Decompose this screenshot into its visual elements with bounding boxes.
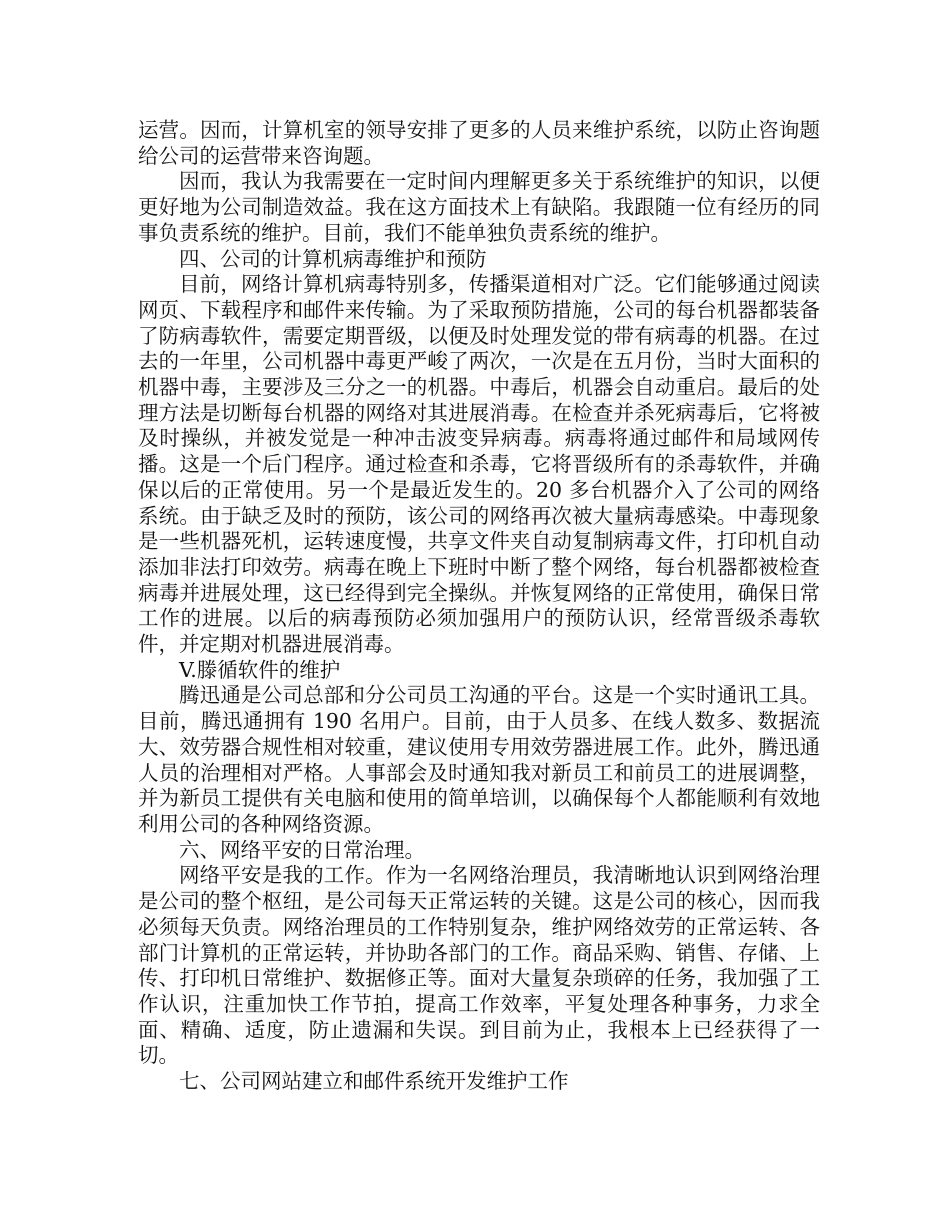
paragraph-virus-prevention: 目前，网络计算机病毒特别多，传播渠道相对广泛。它们能够通过阅读网页、下载程序和邮件来传输。为了采取预防措施，公司的每台机器都装备了防病毒软件，需要定期晋级，以便及时处理发觉的带有病毒的机器。在过去的一年里，公司机器中毒更严峻了两次，一次是在五月份，当时大面积的机器中毒，主要涉及三分之一的机器。中毒后，机器会自动重启。最后的处理方法是切断每台机器的网络对其进展消毒。在检查并杀死病毒后，它将被及时操纵，并被发觉是一种冲击波变异病毒。病毒将通过邮件和局域网传播。这是一个后门程序。通过检查和杀毒，它将晋级所有的杀毒软件，并确保以后的正常使用。另一个是最近发生的。20 多台机器介入了公司的网络系统。由于缺乏及时的预防，该公司的网络再次被大量病毒感染。中毒现象是一些机器死机，运转速度慢，共享文件夹自动复制病毒文件，打印机自动添加非法打印效劳。病毒在晚上下班时中断了整个网络，每台机器都被检查病毒并进展处理，这已经得到完全操纵。并恢复网络的正常使用，确保日常工作的进展。以后的病毒预防必须加强用户的预防认识，经常晋级杀毒软件，并定期对机器进展消毒。 bbox=[138, 272, 820, 657]
paragraph-system-maintenance-intro: 运营。因而，计算机室的领导安排了更多的人员来维护系统，以防止咨询题给公司的运营带来咨询题。 bbox=[138, 118, 820, 168]
document-body bbox=[138, 118, 820, 1095]
section-heading-virus-prevention: 四、公司的计算机病毒维护和预防 bbox=[179, 246, 487, 271]
section-heading-tencent-software: V.滕循软件的维护 bbox=[179, 657, 341, 682]
section-heading-network-security: 六、网络平安的日常治理。 bbox=[179, 837, 425, 862]
paragraph-system-maintenance-learning: 因而，我认为我需要在一定时间内理解更多关于系统维护的知识，以便更好地为公司制造效益。我在这方面技术上有缺陷。我跟随一位有经历的同事负责系统的维护。目前，我们不能单独负责系统的维护。 bbox=[138, 169, 820, 245]
section-heading-website-email: 七、公司网站建立和邮件系统开发维护工作 bbox=[179, 1069, 569, 1094]
paragraph-network-security: 网络平安是我的工作。作为一名网络治理员，我清晰地认识到网络治理是公司的整个枢纽，是公司每天正常运转的关键。这是公司的核心，因而我必须每天负责。网络治理员的工作特别复杂，维护网络效劳的正常运转、各部门计算机的正常运转，并协助各部门的工作。商品采购、销售、存储、上传、打印机日常维护、数据修正等。面对大量复杂琐碎的任务，我加强了工作认识，注重加快工作节拍，提高工作效率，平复处理各种事务，力求全面、精确、适度，防止遗漏和失误。到目前为止，我根本上已经获得了一切。 bbox=[138, 863, 820, 1068]
paragraph-tencent-software: 腾迅通是公司总部和分公司员工沟通的平台。这是一个实时通讯工具。目前，腾迅通拥有 190 名用户。目前，由于人员多、在线人数多、数据流大、效劳器合规性相对较重，建议使用专用效劳器进展工作。此外，腾迅通人员的治理相对严格。人事部会及时通知我对新员工和前员工的进展调整，并为新员工提供有关电脑和使用的简单培训，以确保每个人都能顺利有效地利用公司的各种网络资源。 bbox=[138, 683, 820, 836]
